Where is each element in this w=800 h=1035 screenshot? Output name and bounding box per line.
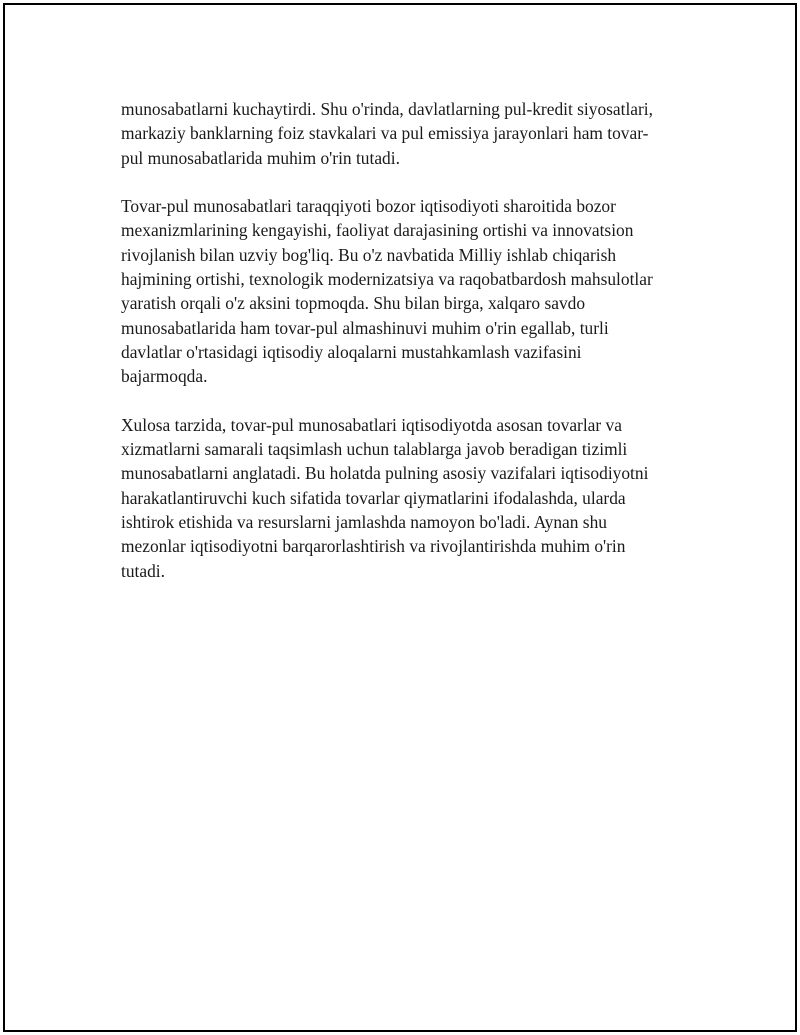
paragraph-2 [121,194,701,388]
paragraph-line: tutadi. [121,560,165,581]
paragraph-line: markaziy banklarning foiz stavkalari va pul emissiya jarayonlari ham tovar- [121,123,649,144]
paragraph-line: munosabatlarni anglatadi. Bu holatda pulning asosiy vazifalari iqtisodiyotni [121,463,649,484]
paragraph-line: davlatlar o'rtasidagi iqtisodiy aloqalarni mustahkamlash vazifasini [121,341,582,362]
paragraph-line: xizmatlarni samarali taqsimlash uchun talablarga javob beradigan tizimli [121,439,628,460]
paragraph-line: munosabatlarida ham tovar-pul almashinuvi muhim o'rin egallab, turli [121,317,609,338]
paragraph-line: pul munosabatlarida muhim o'rin tutadi. [121,147,400,168]
paragraph-line: rivojlanish bilan uzviy bog'liq. Bu o'z navbatida Milliy ishlab chiqarish [121,244,617,265]
paragraph-line: hajmining ortishi, texnologik modernizatsiya va raqobatbardosh mahsulotlar [121,269,653,290]
paragraph-line: yaratish orqali o'z aksini topmoqda. Shu bilan birga, xalqaro savdo [121,293,586,314]
paragraph-line: Tovar-pul munosabatlari taraqqiyoti bozor iqtisodiyoti sharoitida bozor [121,196,616,217]
paragraph-line: mexanizmlarining kengayishi, faoliyat darajasining ortishi va innovatsion [121,220,634,241]
paragraph-1 [121,97,701,170]
document-page [3,3,797,1032]
paragraph-3 [121,413,701,583]
paragraph-line: munosabatlarni kuchaytirdi. Shu o'rinda, davlatlarning pul-kredit siyosatlari, [121,99,653,119]
paragraph-line: mezonlar iqtisodiyotni barqarorlashtirish va rivojlantirishda muhim o'rin [121,536,626,557]
paragraph-line: ishtirok etishida va resurslarni jamlashda namoyon bo'ladi. Aynan shu [121,512,607,533]
paragraph-line: Xulosa tarzida, tovar-pul munosabatlari iqtisodiyotda asosan tovarlar va [121,414,622,435]
document-body [121,97,701,607]
paragraph-line: bajarmoqda. [121,366,208,387]
paragraph-line: harakatlantiruvchi kuch sifatida tovarlar qiymatlarini ifodalashda, ularda [121,487,626,508]
